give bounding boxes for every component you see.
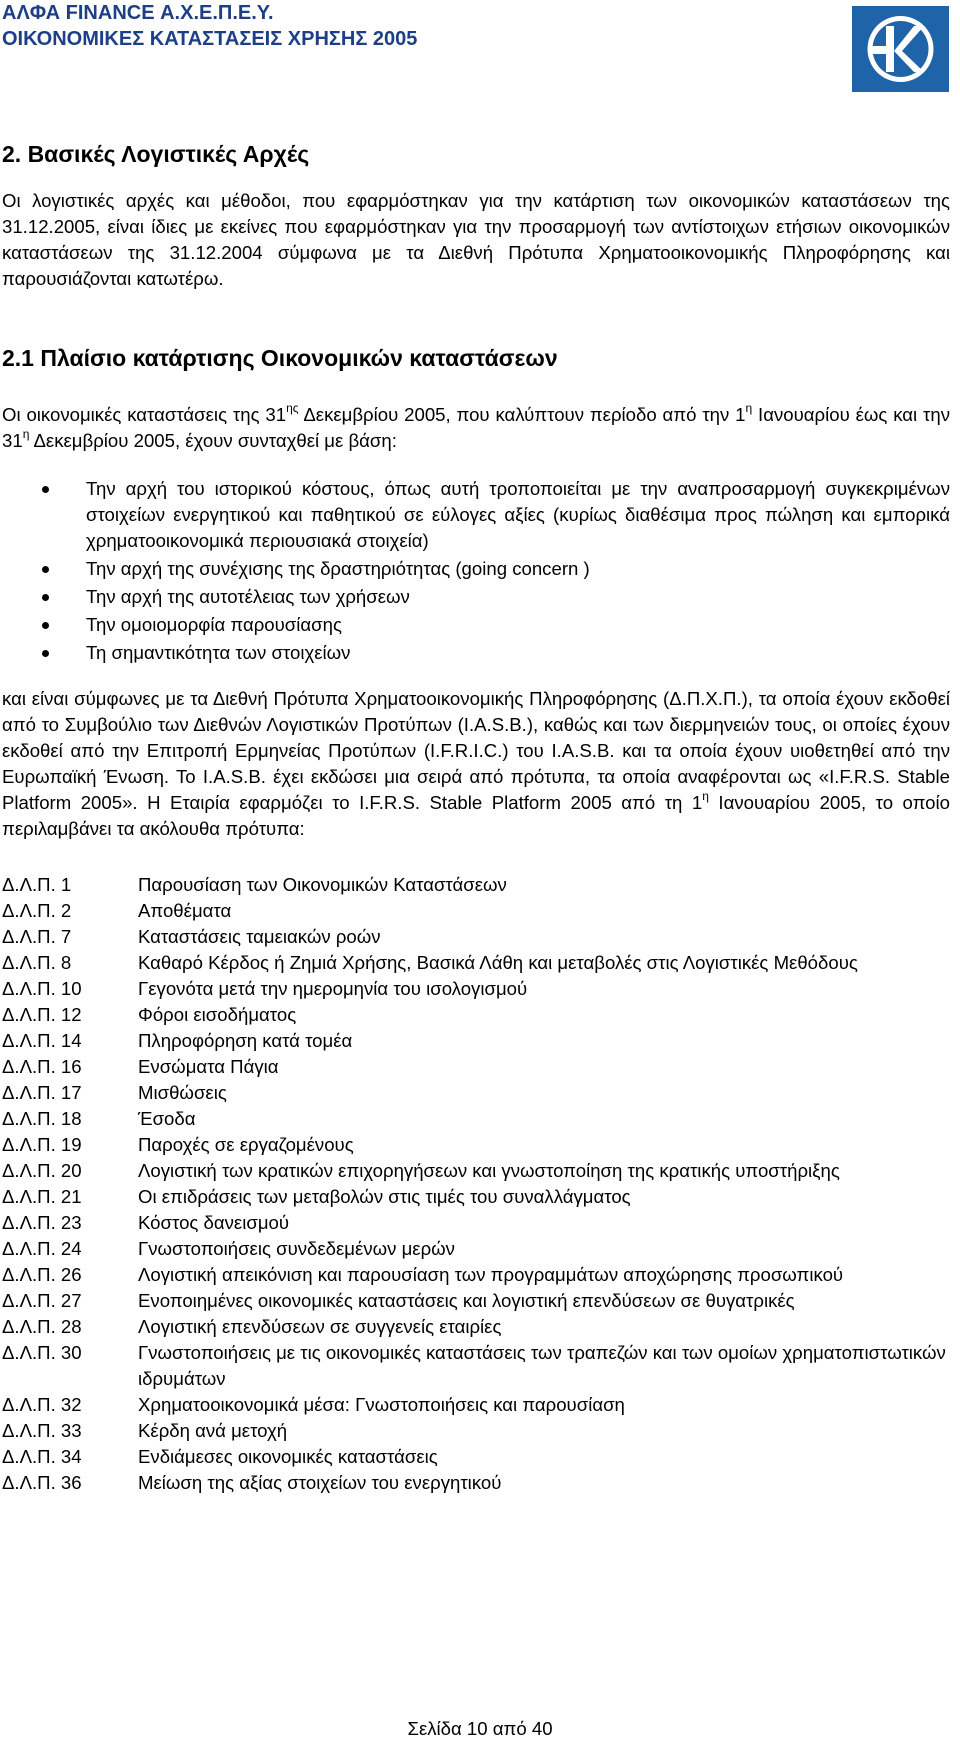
standard-code: Δ.Λ.Π. 12 <box>2 1004 82 1025</box>
bullet-icon <box>42 650 49 657</box>
standard-title: Καθαρό Κέρδος ή Ζημιά Χρήσης, Βασικά Λάθη και μεταβολές στις Λογιστικές Μεθόδους <box>138 952 858 973</box>
table-row <box>2 1236 950 1262</box>
list-item-text: Τη σημαντικότητα των στοιχείων <box>86 642 351 663</box>
standard-title: Λογιστική επενδύσεων σε συγγενείς εταιρίες <box>138 1316 502 1337</box>
standard-code: Δ.Λ.Π. 36 <box>2 1472 82 1493</box>
section-2-heading: 2. Βασικές Λογιστικές Αρχές <box>2 141 310 167</box>
standard-title: Ενοποιημένες οικονομικές καταστάσεις και λογιστική επενδύσεων σε θυγατρικές <box>138 1290 795 1311</box>
table-row <box>2 1054 950 1080</box>
standard-title: Μισθώσεις <box>138 1082 227 1103</box>
standard-code: Δ.Λ.Π. 10 <box>2 978 82 999</box>
standard-code: Δ.Λ.Π. 2 <box>2 900 72 921</box>
standard-code: Δ.Λ.Π. 27 <box>2 1290 82 1311</box>
compliance-text-part2: Ιανουαρίου 2005, το οποίο περιλαμβάνει τα ακόλουθα πρότυπα: <box>2 792 950 839</box>
standard-title: Ενδιάμεσες οικονομικές καταστάσεις <box>138 1446 438 1467</box>
standard-title: Έσοδα <box>138 1108 196 1129</box>
table-row <box>2 950 950 976</box>
table-row <box>2 1106 950 1132</box>
ordinal-superscript: η <box>22 426 30 441</box>
table-row <box>2 1262 950 1288</box>
standard-code: Δ.Λ.Π. 23 <box>2 1212 82 1233</box>
standard-title: Καταστάσεις ταμειακών ροών <box>138 926 381 947</box>
principles-list <box>2 476 950 666</box>
standard-code: Δ.Λ.Π. 14 <box>2 1030 82 1051</box>
standard-title: Οι επιδράσεις των μεταβολών στις τιμές του συναλλάγματος <box>138 1186 631 1207</box>
list-item <box>2 476 950 554</box>
standards-table-body <box>2 872 950 1496</box>
list-item <box>2 612 950 638</box>
table-row <box>2 1418 950 1444</box>
bullet-icon <box>42 566 49 573</box>
standard-title: Κέρδη ανά μετοχή <box>138 1420 288 1441</box>
alpha-bank-logo-icon <box>852 6 949 92</box>
section-2-1-heading: 2.1 Πλαίσιο κατάρτισης Οικονομικών καταστάσεων <box>2 345 558 371</box>
body-text-part3: Ιανουαρίου έως και την 31 <box>2 404 951 451</box>
page-number: Σελίδα 10 από 40 <box>407 1718 553 1739</box>
table-row <box>2 1210 950 1236</box>
standard-title: Γνωστοποιήσεις με τις οικονομικές καταστάσεις των τραπεζών και των ομοίων χρηματοπιστωτικών ιδρυμάτων <box>138 1342 946 1389</box>
standard-title: Λογιστική απεικόνιση και παρουσίαση των προγραμμάτων αποχώρησης προσωπικού <box>138 1264 844 1285</box>
ordinal-superscript: ης <box>286 400 299 415</box>
standard-code: Δ.Λ.Π. 1 <box>2 874 72 895</box>
standard-title: Παροχές σε εργαζομένους <box>138 1134 354 1155</box>
table-row <box>2 1080 950 1106</box>
table-row <box>2 1158 950 1184</box>
ordinal-superscript: η <box>745 400 753 415</box>
body-text-part1: Οι οικονομικές καταστάσεις της 31 <box>2 404 287 425</box>
list-item-text: Την ομοιομορφία παρουσίασης <box>86 614 342 635</box>
standard-title: Αποθέματα <box>138 900 232 921</box>
table-row <box>2 1444 950 1470</box>
compliance-text-part1: και είναι σύμφωνες με τα Διεθνή Πρότυπα Χρηματοοικονομικής Πληροφόρησης (Δ.Π.Χ.Π.), τα οποία έχουν εκδοθεί από το Συμβούλιο των Διεθνών Λογιστικών Προτύπων (I.A.S.B.), καθώς και των διερμηνειών τους, οι οποίες έχουν εκδοθεί από την Επιτροπή Ερμηνείας Προτύπων (I.F.R.I.C.) του I.A.S.B. και τα οποία έχουν υιοθετηθεί από την Ευρωπαϊκή Ένωση. Το I.A.S.B. έχει εκδώσει μια σειρά από πρότυπα, τα οποία αναφέρονται ως «I.F.R.S. Stable Platform 2005». Η Εταιρία εφαρμόζει το I.F.R.S. Stable Platform 2005 από τη 1 <box>2 688 950 813</box>
standard-title: Γεγονότα μετά την ημερομηνία του ισολογισμού <box>138 978 528 999</box>
standard-code: Δ.Λ.Π. 32 <box>2 1394 82 1415</box>
standard-code: Δ.Λ.Π. 34 <box>2 1446 82 1467</box>
report-subtitle: ΟΙΚΟΝΟΜΙΚΕΣ ΚΑΤΑΣΤΑΣΕΙΣ ΧΡΗΣΗΣ 2005 <box>2 28 418 50</box>
table-row <box>2 872 950 898</box>
standard-code: Δ.Λ.Π. 26 <box>2 1264 82 1285</box>
list-item-text: Την αρχή της συνέχισης της δραστηριότητας (going concern ) <box>86 558 590 579</box>
table-row <box>2 1392 950 1418</box>
section-2-intro: Οι λογιστικές αρχές και μέθοδοι, που εφαρμόστηκαν για την κατάρτιση των οικονομικών καταστάσεων της 31.12.2005, είναι ίδιες με εκείνες που εφαρμόστηκαν για την προσαρμογή των αντίστοιχων ετήσιων οικονομικών καταστάσεων της 31.12.2004 σύμφωνα με τα Διεθνή Πρότυπα Χρηματοοικονομικής Πληροφόρησης και παρουσιάζονται κατωτέρω. <box>2 190 950 289</box>
list-item <box>2 584 950 610</box>
standard-title: Μείωση της αξίας στοιχείων του ενεργητικού <box>138 1472 502 1493</box>
standard-title: Πληροφόρηση κατά τομέα <box>138 1030 353 1051</box>
standard-code: Δ.Λ.Π. 8 <box>2 952 72 973</box>
standards-table <box>2 872 950 1496</box>
table-row <box>2 1340 950 1392</box>
logo-crossbar <box>872 46 894 54</box>
ordinal-superscript: η <box>702 788 709 803</box>
standard-code: Δ.Λ.Π. 18 <box>2 1108 82 1129</box>
table-row <box>2 1028 950 1054</box>
body-text-part2: Δεκεμβρίου 2005, που καλύπτουν περίοδο από την 1 <box>298 404 746 425</box>
company-name: ΑΛΦΑ FINANCE Α.Χ.Ε.Π.Ε.Υ. <box>2 2 274 24</box>
standard-title: Λογιστική των κρατικών επιχορηγήσεων και γνωστοποίηση της κρατικής υποστήριξης <box>138 1160 840 1181</box>
table-row <box>2 898 950 924</box>
document-body <box>2 140 950 1496</box>
list-item-text: Την αρχή του ιστορικού κόστους, όπως αυτή τροποποιείται με την αναπροσαρμογή συγκεκριμένων στοιχείων ενεργητικού και παθητικού σε εύλογες αξίες (κυρίως διαθέσιμα προς πώληση και εμπορικά χρηματοοικονομικά περιουσιακά στοιχεία) <box>86 478 950 551</box>
standard-code: Δ.Λ.Π. 24 <box>2 1238 82 1259</box>
standard-code: Δ.Λ.Π. 30 <box>2 1342 82 1363</box>
table-row <box>2 1184 950 1210</box>
list-item <box>2 556 950 582</box>
table-row <box>2 1132 950 1158</box>
list-item-text: Την αρχή της αυτοτέλειας των χρήσεων <box>86 586 410 607</box>
standard-code: Δ.Λ.Π. 21 <box>2 1186 82 1207</box>
standard-title: Γνωστοποιήσεις συνδεδεμένων μερών <box>138 1238 455 1259</box>
body-text-part4: Δεκεμβρίου 2005, έχουν συνταχθεί με βάση: <box>29 430 397 451</box>
table-row <box>2 976 950 1002</box>
standard-code: Δ.Λ.Π. 20 <box>2 1160 82 1181</box>
section-2-1-body <box>2 402 950 454</box>
bullet-icon <box>42 594 49 601</box>
standard-title: Παρουσίαση των Οικονομικών Καταστάσεων <box>138 874 507 895</box>
standard-title: Κόστος δανεισμού <box>138 1212 290 1233</box>
standard-title: Ενσώματα Πάγια <box>138 1056 279 1077</box>
bullet-icon <box>42 622 49 629</box>
standard-code: Δ.Λ.Π. 28 <box>2 1316 82 1337</box>
standard-title: Φόροι εισοδήματος <box>138 1004 297 1025</box>
list-item <box>2 640 950 666</box>
standard-code: Δ.Λ.Π. 19 <box>2 1134 82 1155</box>
standard-code: Δ.Λ.Π. 16 <box>2 1056 82 1077</box>
standard-code: Δ.Λ.Π. 7 <box>2 926 72 947</box>
table-row <box>2 1002 950 1028</box>
table-row <box>2 1314 950 1340</box>
standard-code: Δ.Λ.Π. 33 <box>2 1420 82 1441</box>
table-row <box>2 924 950 950</box>
standard-code: Δ.Λ.Π. 17 <box>2 1082 82 1103</box>
table-row <box>2 1288 950 1314</box>
table-row <box>2 1470 950 1496</box>
logo-graphic <box>852 6 949 92</box>
compliance-paragraph <box>2 686 950 842</box>
standard-title: Χρηματοοικονομικά μέσα: Γνωστοποιήσεις και παρουσίαση <box>138 1394 625 1415</box>
bullet-icon <box>42 486 49 493</box>
